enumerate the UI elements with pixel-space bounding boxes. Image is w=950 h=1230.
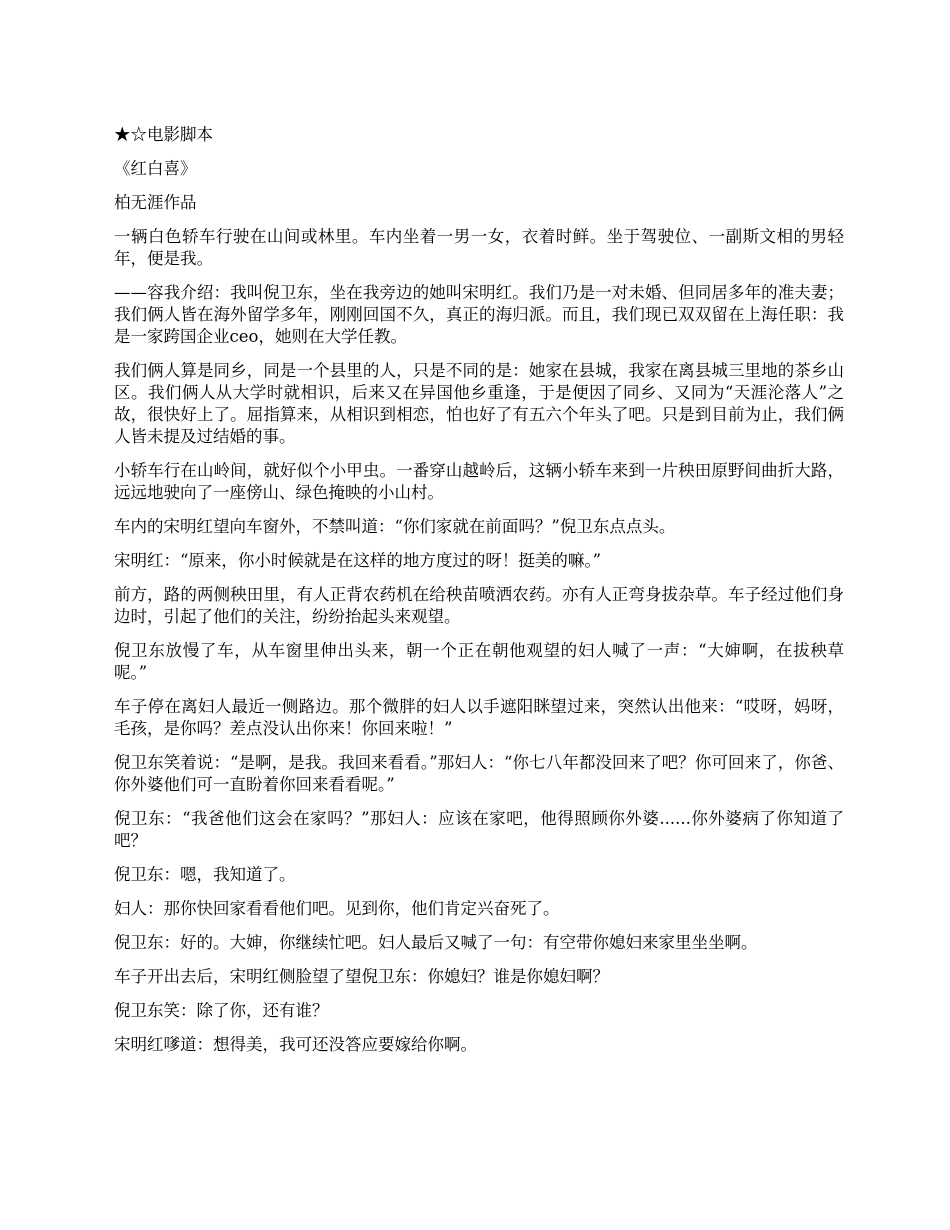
paragraph: 小轿车行在山岭间，就好似个小甲虫。一番穿山越岭后，这辆小轿车来到一片秧田原野间曲折大路，远远地驶向了一座傍山、绿色掩映的小山村。 [114,461,844,502]
paragraph: 宋明红嗲道：想得美，我可还没答应要嫁给你啊。 [114,1035,477,1054]
paragraph: 前方，路的两侧秧田里，有人正背农药机在给秧苗喷洒农药。亦有人正弯身拔杂草。车子经过他们身边时，引起了他们的关注，纷纷抬起头来观望。 [114,585,844,626]
document-author: 柏无涯作品 [114,193,197,212]
paragraph: 倪卫东笑：除了你，还有谁？ [114,1001,329,1020]
paragraph: ——容我介绍：我叫倪卫东，坐在我旁边的她叫宋明红。我们乃是一对未婚、但同居多年的准夫妻；我们俩人皆在海外留学多年，刚刚回国不久，真正的海归派。而且，我们现已双双留在上海任职：我是一家跨国企业ceo，她则在大学任教。 [114,283,844,346]
paragraph: 倪卫东：嗯，我知道了。 [114,865,296,884]
paragraph: 我们俩人算是同乡，同是一个县里的人，只是不同的是：她家在县城，我家在离县城三里地的茶乡山区。我们俩人从大学时就相识，后来又在异国他乡重逢，于是便因了同乡、又同为“天涯沦落人”之故，很快好上了。屈指算来，从相识到相恋，怕也好了有五六个年头了吧。只是到目前为止，我们俩人皆未提及过结婚的事。 [114,361,844,446]
paragraph: 车内的宋明红望向车窗外，不禁叫道：“你们家就在前面吗？”倪卫东点点头。 [114,517,676,536]
paragraph: 一辆白色轿车行驶在山间或林里。车内坐着一男一女，衣着时鲜。坐于驾驶位、一副斯文相的男轻年，便是我。 [114,227,844,268]
paragraph: 妇人：那你快回家看看他们吧。见到你，他们肯定兴奋死了。 [114,899,560,918]
paragraph: 倪卫东放慢了车，从车窗里伸出头来，朝一个正在朝他观望的妇人喊了一声：“大婶啊，在拔秧草呢。” [114,641,844,682]
document-title: 《红白喜》 [114,159,197,178]
paragraph: 车子停在离妇人最近一侧路边。那个微胖的妇人以手遮阳眯望过来，突然认出他来：“哎呀，妈呀，毛孩，是你吗？差点没认出你来！你回来啦！” [114,697,844,738]
paragraph: 倪卫东：“我爸他们这会在家吗？”那妇人：应该在家吧，他得照顾你外婆......你外婆病了你知道了吧？ [114,809,844,850]
paragraph: 车子开出去后，宋明红侧脸望了望倪卫东：你媳妇？谁是你媳妇啊？ [114,967,609,986]
document-body [114,124,844,1068]
document-header: ★☆电影脚本 [114,125,213,144]
paragraph: 倪卫东笑着说：“是啊，是我。我回来看看。”那妇人：“你七八年都没回来了吧？你可回来了，你爸、你外婆他们可一直盼着你回来看看呢。” [114,753,844,794]
paragraph: 宋明红：“原来，你小时候就是在这样的地方度过的呀！挺美的嘛。” [114,551,602,570]
paragraph: 倪卫东：好的。大婶，你继续忙吧。妇人最后又喊了一句：有空带你媳妇来家里坐坐啊。 [114,933,758,952]
